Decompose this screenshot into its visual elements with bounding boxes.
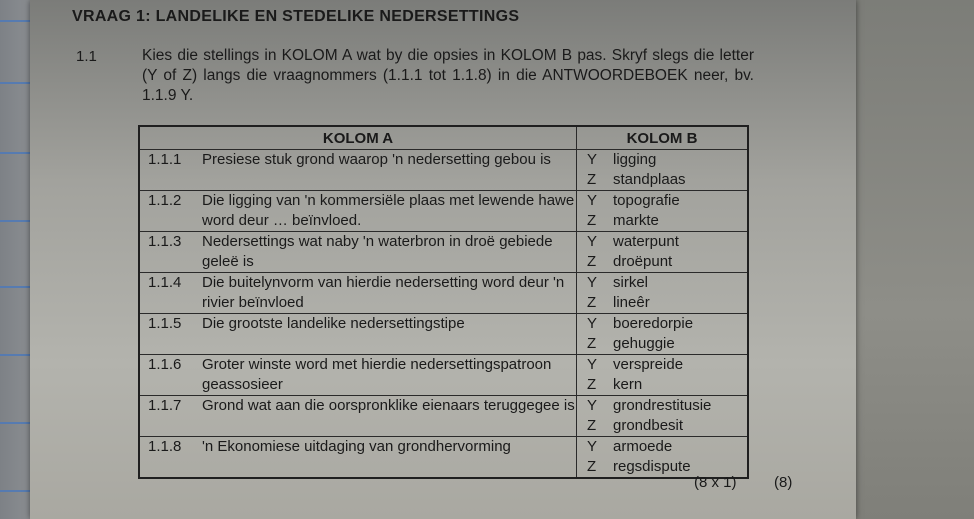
option-z — [577, 416, 747, 436]
option-z — [577, 334, 747, 354]
matching-table — [138, 125, 749, 479]
option-z — [577, 375, 747, 395]
option-text: boeredorpie — [613, 315, 694, 332]
option-y — [577, 314, 747, 334]
column-b-cell — [577, 437, 749, 479]
column-a-cell — [139, 273, 577, 314]
option-letter: Y — [587, 356, 598, 373]
option-letter: Z — [587, 417, 597, 434]
option-text: standplaas — [613, 171, 686, 188]
option-letter: Z — [587, 294, 597, 311]
option-letter: Y — [587, 192, 598, 209]
option-z — [577, 252, 747, 272]
column-b-cell — [577, 355, 749, 396]
column-a-cell — [139, 355, 577, 396]
item-number: 1.1.3 — [148, 233, 182, 250]
option-y — [577, 150, 747, 170]
option-letter: Z — [587, 171, 597, 188]
item-statement: Die ligging van 'n kommersiële plaas met lewende hawe word deur … beïnvloed. — [202, 192, 575, 229]
column-b-cell — [577, 191, 749, 232]
option-letter: Y — [587, 151, 598, 168]
option-text: regsdispute — [613, 458, 691, 475]
column-b-cell — [577, 396, 749, 437]
option-text: droëpunt — [613, 253, 673, 270]
option-y — [577, 355, 747, 375]
option-text: armoede — [613, 438, 673, 455]
column-a-cell — [139, 437, 577, 479]
column-a-header: KOLOM A — [139, 126, 577, 150]
item-number: 1.1.2 — [148, 192, 182, 209]
option-text: topografie — [613, 192, 680, 209]
option-letter: Y — [587, 274, 598, 291]
option-letter: Y — [587, 397, 598, 414]
option-letter: Y — [587, 315, 598, 332]
marks-multiplier: (8 x 1) — [694, 474, 737, 491]
question-number: 1.1 — [76, 48, 97, 65]
table-row — [139, 191, 748, 232]
option-y — [577, 232, 747, 252]
column-a-cell — [139, 232, 577, 273]
option-letter: Z — [587, 335, 597, 352]
column-a-cell — [139, 191, 577, 232]
option-z — [577, 170, 747, 190]
option-text: ligging — [613, 151, 657, 168]
option-text: sirkel — [613, 274, 649, 291]
item-statement: Presiese stuk grond waarop 'n nedersetting gebou is — [202, 151, 551, 168]
table-row — [139, 150, 748, 191]
item-number: 1.1.8 — [148, 438, 182, 455]
table-row — [139, 355, 748, 396]
table-row — [139, 396, 748, 437]
option-text: grondbesit — [613, 417, 684, 434]
column-a-cell — [139, 396, 577, 437]
column-b-cell — [577, 314, 749, 355]
option-y — [577, 191, 747, 211]
option-text: waterpunt — [613, 233, 679, 250]
item-number: 1.1.7 — [148, 397, 182, 414]
table-row — [139, 232, 748, 273]
option-text: verspreide — [613, 356, 684, 373]
marks-total: (8) — [774, 474, 793, 491]
option-letter: Z — [587, 212, 597, 229]
option-text: kern — [613, 376, 643, 393]
question-title: VRAAG 1: LANDELIKE EN STEDELIKE NEDERSETTINGS — [72, 8, 520, 25]
option-text: gehuggie — [613, 335, 675, 352]
item-statement: Die buitelynvorm van hierdie nedersetting word deur 'n rivier beïnvloed — [202, 274, 565, 311]
desk-surface — [856, 0, 974, 519]
item-number: 1.1.1 — [148, 151, 182, 168]
table-row — [139, 314, 748, 355]
item-statement: Die grootste landelike nedersettingstipe — [202, 315, 465, 332]
column-b-cell — [577, 150, 749, 191]
option-z — [577, 293, 747, 313]
option-letter: Z — [587, 253, 597, 270]
option-letter: Z — [587, 376, 597, 393]
column-b-cell — [577, 273, 749, 314]
option-letter: Y — [587, 233, 598, 250]
column-a-cell — [139, 314, 577, 355]
exam-page — [30, 0, 856, 519]
option-z — [577, 211, 747, 231]
option-letter: Y — [587, 438, 598, 455]
item-number: 1.1.4 — [148, 274, 182, 291]
item-statement: 'n Ekonomiese uitdaging van grondhervorming — [202, 438, 511, 455]
item-number: 1.1.6 — [148, 356, 182, 373]
column-a-cell — [139, 150, 577, 191]
column-b-cell — [577, 232, 749, 273]
option-y — [577, 396, 747, 416]
table-row — [139, 273, 748, 314]
option-text: grondrestitusie — [613, 397, 712, 414]
item-statement: Grond wat aan die oorspronklike eienaars teruggegee is — [202, 397, 575, 414]
question-instruction: Kies die stellings in KOLOM A wat by die opsies in KOLOM B pas. Skryf slegs die letter (Y of Z) langs die vraagnommers (1.1.1 tot 1.1.8) in die ANTWOORDEBOEK neer, bv. 1.1.9 Y. — [142, 47, 754, 104]
option-text: lineêr — [613, 294, 650, 311]
item-statement: Groter winste word met hierdie nedersettingspatroon geassosieer — [202, 356, 552, 393]
option-y — [577, 273, 747, 293]
item-number: 1.1.5 — [148, 315, 182, 332]
option-letter: Z — [587, 458, 597, 475]
option-text: markte — [613, 212, 659, 229]
option-y — [577, 437, 747, 457]
item-statement: Nedersettings wat naby 'n waterbron in droë gebiede geleë is — [202, 233, 553, 270]
table-row — [139, 437, 748, 479]
column-b-header: KOLOM B — [577, 126, 749, 150]
